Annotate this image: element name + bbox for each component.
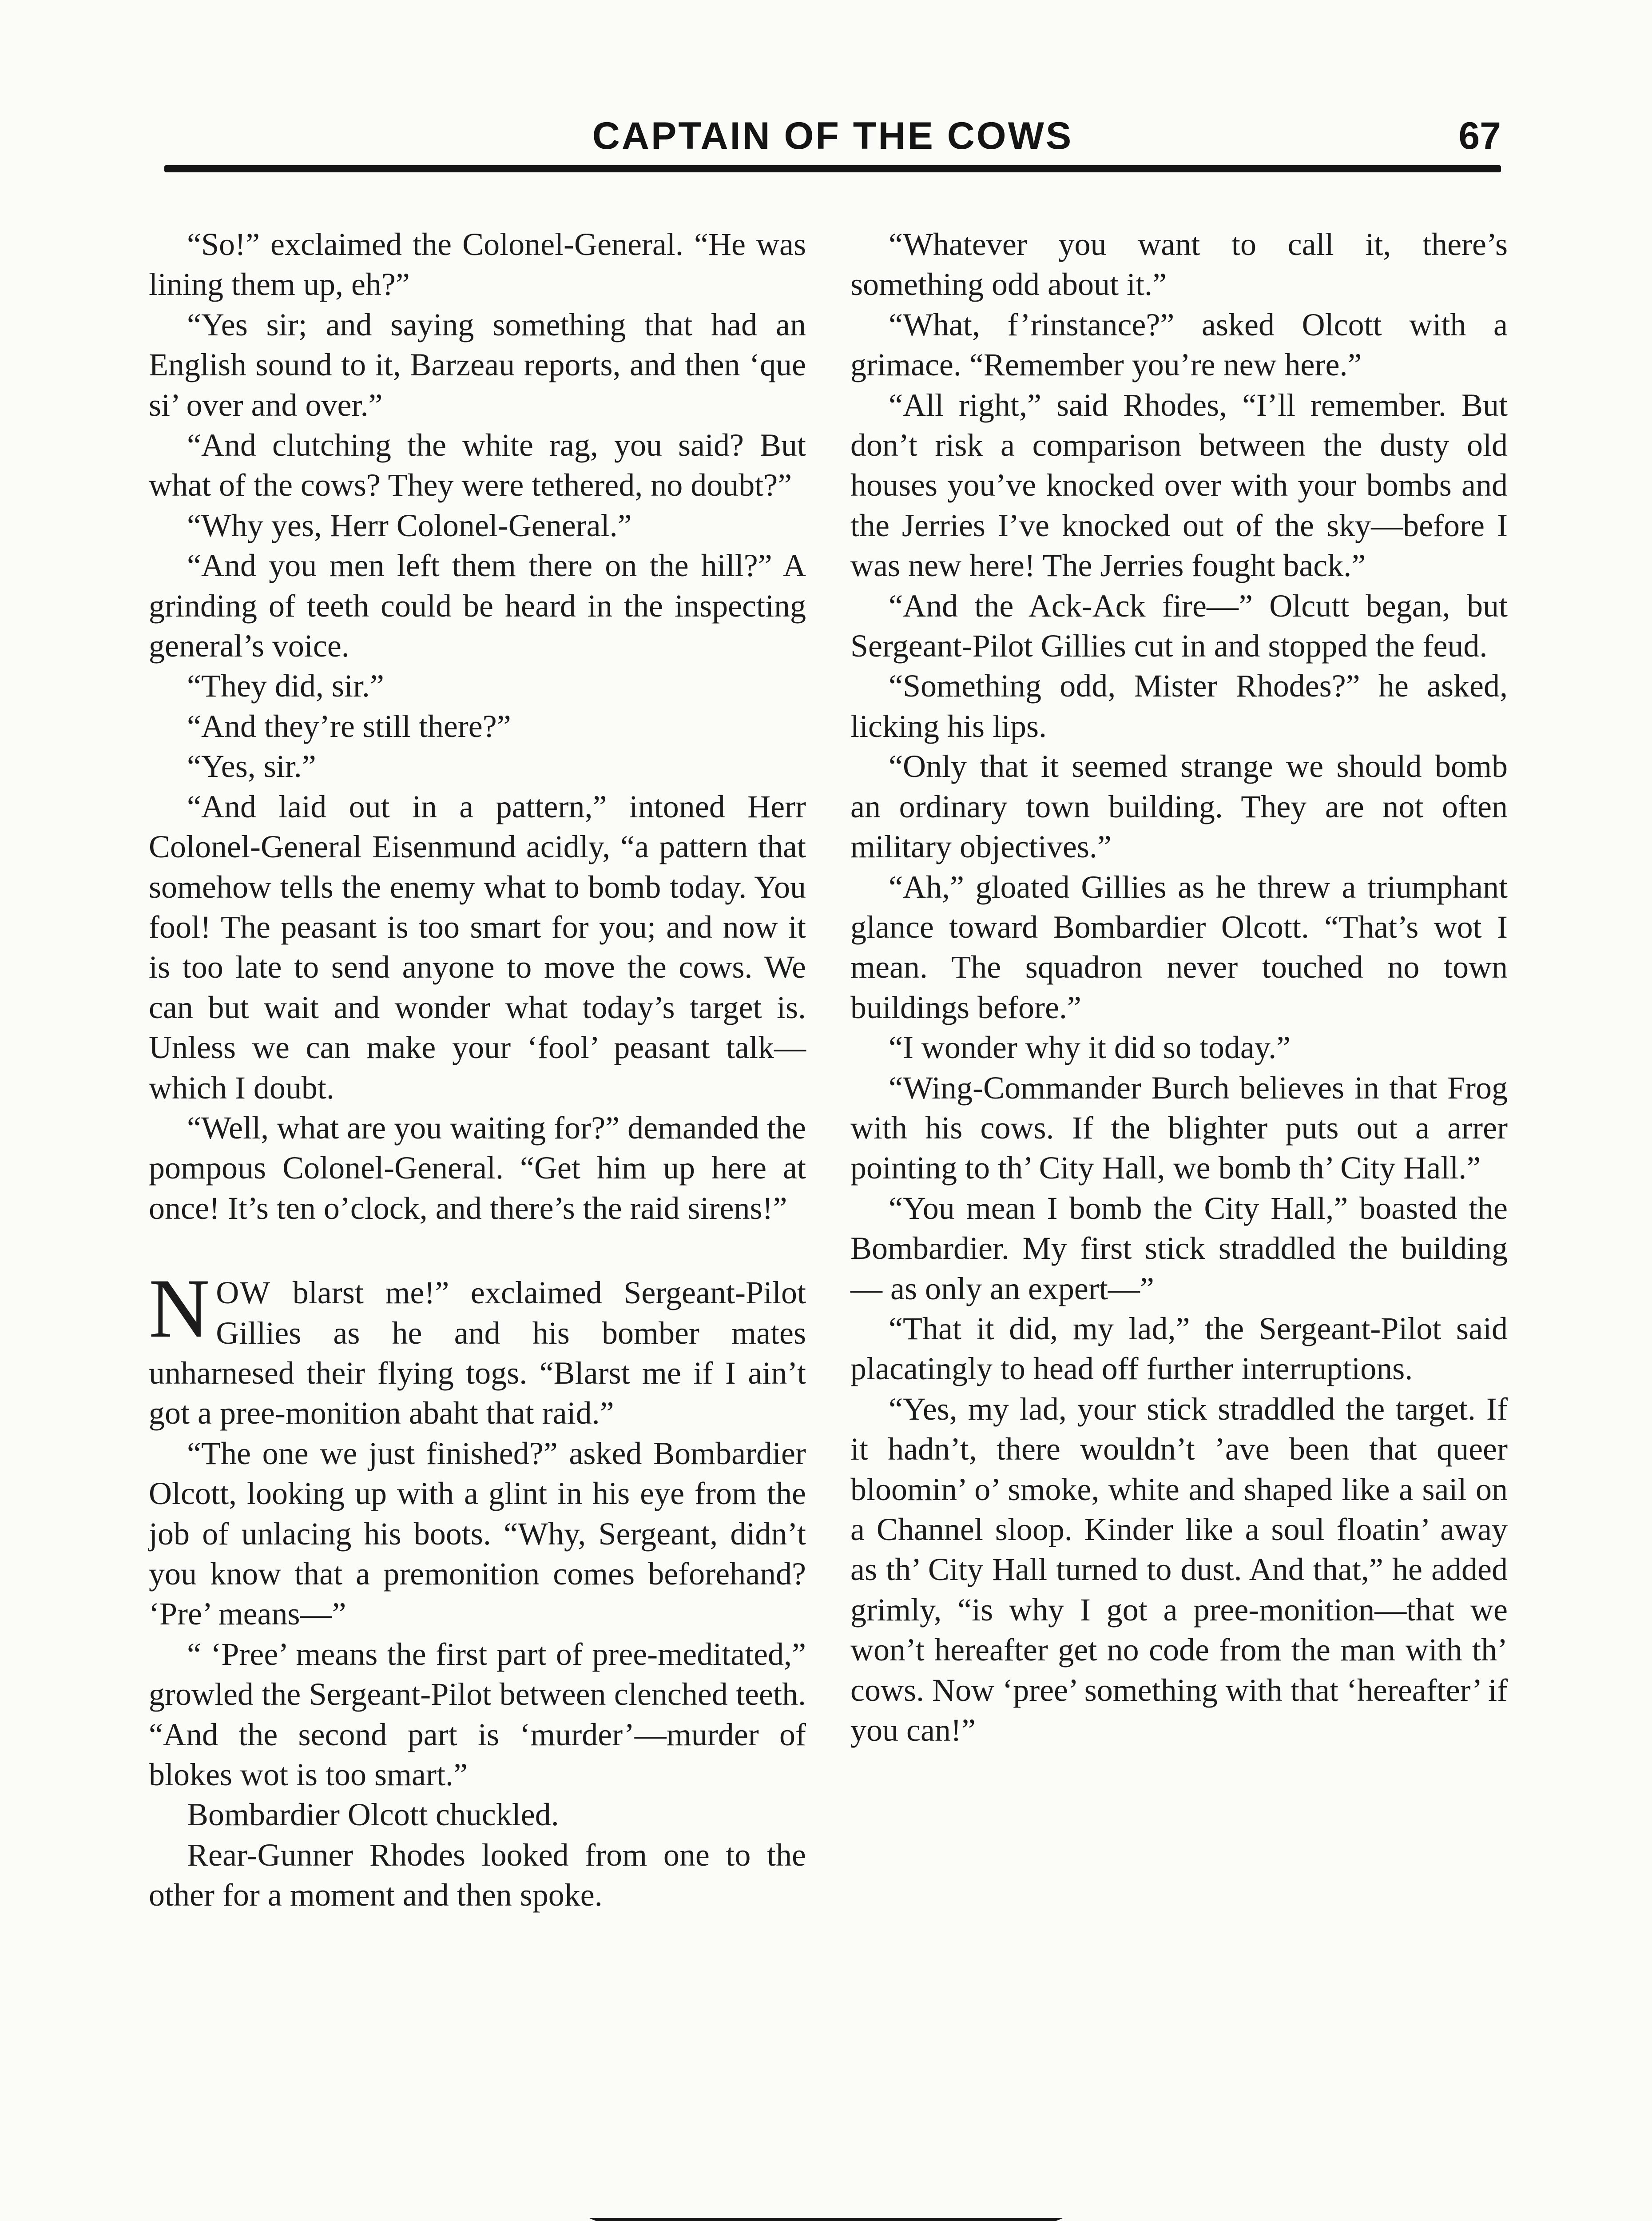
- page-number: 67: [1458, 115, 1501, 157]
- paragraph: “Something odd, Mister Rhodes?” he asked, licking his lips.: [850, 668, 1508, 744]
- paragraph: “Why yes, Herr Colonel-General.”: [187, 507, 632, 543]
- paragraph: “Wing-Commander Burch believes in that Frog with his cows. If the blighter puts out a arrer pointing to th’ City Hall, we bomb th’ City Hall.”: [850, 1070, 1508, 1186]
- paragraph: “All right,” said Rhodes, “I’ll remember. But don’t risk a comparison between the dusty old houses you’ve knocked over with your bombs and the Jerries I’ve knocked out of the sky—before I was new here! The Jerries fought back.”: [850, 387, 1508, 584]
- paragraph: “ ‘Pree’ means the first part of pree-meditated,” growled the Sergeant-Pilot between clenched teeth. “And the second part is ‘murder’—murder of blokes wot is too smart.”: [149, 1636, 806, 1793]
- section-opening-text: blarst me!” exclaimed Sergeant-Pilot Gillies as he and his bomber mates unharnesed their flying togs. “Blarst me if I ain’t got a pree-monition abaht that raid.”: [149, 1275, 806, 1431]
- paragraph: “Yes sir; and saying something that had an English sound to it, Barzeau reports, and then ‘que si’ over and over.”: [149, 306, 806, 423]
- end-ornament: [588, 2214, 1064, 2221]
- paragraph: “And clutching the white rag, you said? But what of the cows? They were tethered, no doubt?”: [149, 427, 806, 503]
- paragraph: “So!” exclaimed the Colonel-General. “He was lining them up, eh?”: [149, 227, 806, 303]
- paragraph: “And laid out in a pattern,” intoned Herr Colonel-General Eisenmund acidly, “a pattern that somehow tells the enemy what to bomb today. You fool! The peasant is too smart for you; and now it is too late to send anyone to move the cows. We can but wait and wonder what today’s target is. Unless we can make your ‘fool’ peasant talk—which I doubt.: [149, 788, 806, 1106]
- running-title: CAPTAIN OF THE COWS: [592, 115, 1073, 157]
- paragraph: “Yes, my lad, your stick straddled the target. If it hadn’t, there wouldn’t ’ave been that queer bloomin’ o’ smoke, white and shaped like a sail on a Channel sloop. Kinder like a soul floatin’ away as th’ City Hall turned to dust. And that,” he added grimly, “is why I got a pree-monition—that we won’t hereafter get no code from the man with th’ cows. Now ‘pree’ something with that ‘hereafter’ if you can!”: [850, 1391, 1508, 1748]
- paragraph: “Only that it seemed strange we should bomb an ordinary town building. They are not often military objectives.”: [850, 748, 1508, 865]
- paragraph: “And the Ack-Ack fire—” Olcutt began, but Sergeant-Pilot Gillies cut in and stopped the feud.: [850, 588, 1508, 664]
- paragraph: Rear-Gunner Rhodes looked from one to the other for a moment and then spoke.: [149, 1837, 806, 1913]
- paragraph: “And they’re still there?”: [187, 708, 511, 744]
- right-column: [850, 224, 1508, 1750]
- paragraph: “Ah,” gloated Gillies as he threw a triumphant glance toward Bombardier Olcott. “That’s wot I mean. The squadron never touched no town buildings before.”: [850, 869, 1508, 1025]
- running-header: [164, 111, 1501, 164]
- paragraph: “Well, what are you waiting for?” demanded the pompous Colonel-General. “Get him up here at once! It’s ten o’clock, and there’s the raid sirens!”: [149, 1110, 806, 1226]
- paragraph: “They did, sir.”: [187, 668, 384, 704]
- paragraph: “What, f’rinstance?” asked Olcott with a grimace. “Remember you’re new here.”: [850, 306, 1508, 383]
- paragraph: “I wonder why it did so today.”: [889, 1030, 1291, 1066]
- paragraph: Bombardier Olcott chuckled.: [187, 1797, 559, 1833]
- paragraph: “Whatever you want to call it, there’s something odd about it.”: [850, 227, 1508, 303]
- paragraph: “Yes, sir.”: [187, 748, 316, 784]
- section-opening-paragraph: [149, 1262, 806, 1433]
- paragraph: “And you men left them there on the hill?” A grinding of teeth could be heard in the inspecting general’s voice.: [149, 548, 806, 664]
- paragraph: “The one we just finished?” asked Bombardier Olcott, looking up with a glint in his eye from the job of unlacing his boots. “Why, Sergeant, didn’t you know that a premonition comes beforehand? ‘Pre’ means—”: [149, 1435, 806, 1632]
- left-column: [149, 224, 806, 1915]
- first-word-rest: OW: [216, 1275, 271, 1311]
- paragraph: “You mean I bomb the City Hall,” boasted the Bombardier. My first stick straddled the building — as only an expert—”: [850, 1190, 1508, 1306]
- drop-cap: N: [149, 1262, 210, 1356]
- header-rule: [164, 165, 1501, 172]
- paragraph: “That it did, my lad,” the Sergeant-Pilot said placatingly to head off further interruptions.: [850, 1310, 1508, 1387]
